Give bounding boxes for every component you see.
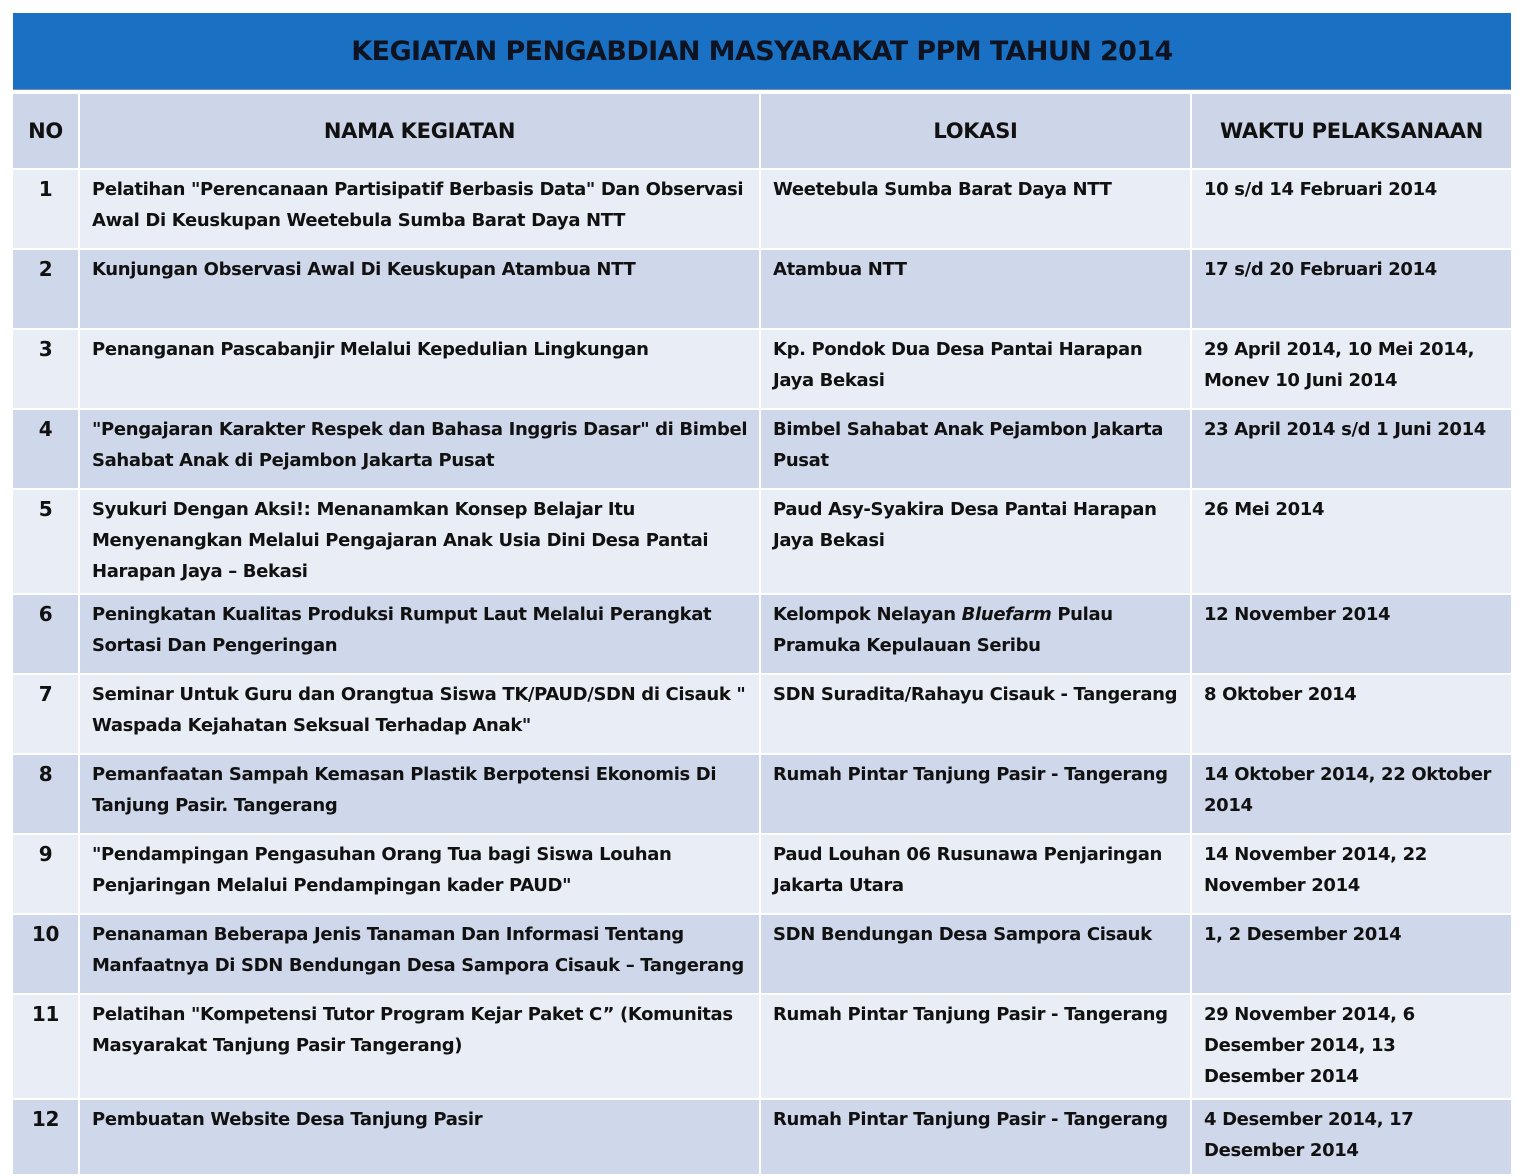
cell-nama-kegiatan: Kunjungan Observasi Awal Di Keuskupan Atambua NTT [80,250,761,330]
table-row [13,835,1511,915]
table-row [13,490,1511,595]
cell-no: 7 [13,675,80,755]
lokasi-text: Atambua NTT [773,259,907,280]
cell-lokasi [761,250,1192,330]
page-title: KEGIATAN PENGABDIAN MASYARAKAT PPM TAHUN 2014 [351,35,1173,67]
cell-no: 10 [13,915,80,995]
cell-no: 4 [13,410,80,490]
table-body [13,170,1511,1176]
cell-no: 5 [13,490,80,595]
cell-nama-kegiatan: Seminar Untuk Guru dan Orangtua Siswa TK/PAUD/SDN di Cisauk " Waspada Kejahatan Seksual Terhadap Anak" [80,675,761,755]
cell-waktu-pelaksanaan: 4 Desember 2014, 17 Desember 2014 [1192,1100,1511,1176]
lokasi-text: Bimbel Sahabat Anak Pejambon Jakarta Pusat [773,419,1164,471]
title-banner [13,13,1511,90]
cell-lokasi [761,410,1192,490]
cell-lokasi [761,835,1192,915]
cell-waktu-pelaksanaan: 14 November 2014, 22 November 2014 [1192,835,1511,915]
cell-lokasi [761,915,1192,995]
cell-no: 11 [13,995,80,1100]
cell-nama-kegiatan: Penanganan Pascabanjir Melalui Kepedulian Lingkungan [80,330,761,410]
cell-lokasi [761,1100,1192,1176]
cell-no: 9 [13,835,80,915]
cell-lokasi [761,595,1192,675]
cell-waktu-pelaksanaan: 12 November 2014 [1192,595,1511,675]
lokasi-text: Rumah Pintar Tanjung Pasir - Tangerang [773,764,1168,785]
cell-waktu-pelaksanaan: 10 s/d 14 Februari 2014 [1192,170,1511,250]
cell-lokasi [761,330,1192,410]
lokasi-text: Paud Louhan 06 Rusunawa Penjaringan Jakarta Utara [773,844,1163,896]
cell-nama-kegiatan: Pembuatan Website Desa Tanjung Pasir [80,1100,761,1176]
cell-nama-kegiatan: Syukuri Dengan Aksi!: Menanamkan Konsep Belajar Itu Menyenangkan Melalui Pengajaran Anak Usia Dini Desa Pantai Harapan Jaya – Bekasi [80,490,761,595]
lokasi-text: Weetebula Sumba Barat Daya NTT [773,179,1112,200]
activities-table [13,94,1511,1176]
header-waktu-pelaksanaan: WAKTU PELAKSANAAN [1192,94,1511,170]
cell-nama-kegiatan: Pelatihan "Kompetensi Tutor Program Kejar Paket C” (Komunitas Masyarakat Tanjung Pasir Tangerang) [80,995,761,1100]
cell-waktu-pelaksanaan: 8 Oktober 2014 [1192,675,1511,755]
table-row [13,915,1511,995]
cell-no: 2 [13,250,80,330]
lokasi-text: SDN Bendungan Desa Sampora Cisauk [773,924,1152,945]
lokasi-italic-text: Bluefarm [961,604,1052,625]
table-header [13,94,1511,170]
header-nama-kegiatan: NAMA KEGIATAN [80,94,761,170]
cell-waktu-pelaksanaan: 26 Mei 2014 [1192,490,1511,595]
lokasi-text: Kp. Pondok Dua Desa Pantai Harapan Jaya Bekasi [773,339,1143,391]
table-row [13,755,1511,835]
cell-nama-kegiatan: Penanaman Beberapa Jenis Tanaman Dan Informasi Tentang Manfaatnya Di SDN Bendungan Desa Sampora Cisauk – Tangerang [80,915,761,995]
table-row [13,995,1511,1100]
cell-no: 1 [13,170,80,250]
cell-waktu-pelaksanaan: 29 November 2014, 6 Desember 2014, 13 Desember 2014 [1192,995,1511,1100]
cell-waktu-pelaksanaan: 23 April 2014 s/d 1 Juni 2014 [1192,410,1511,490]
cell-nama-kegiatan: Peningkatan Kualitas Produksi Rumput Laut Melalui Perangkat Sortasi Dan Pengeringan [80,595,761,675]
cell-lokasi [761,675,1192,755]
lokasi-text: SDN Suradita/Rahayu Cisauk - Tangerang [773,684,1178,705]
lokasi-text: Rumah Pintar Tanjung Pasir - Tangerang [773,1004,1168,1025]
cell-nama-kegiatan: "Pengajaran Karakter Respek dan Bahasa Inggris Dasar" di Bimbel Sahabat Anak di Pejambon Jakarta Pusat [80,410,761,490]
cell-waktu-pelaksanaan: 29 April 2014, 10 Mei 2014, Monev 10 Juni 2014 [1192,330,1511,410]
table-row [13,250,1511,330]
lokasi-text: Rumah Pintar Tanjung Pasir - Tangerang [773,1109,1168,1130]
cell-waktu-pelaksanaan: 14 Oktober 2014, 22 Oktober 2014 [1192,755,1511,835]
header-lokasi: LOKASI [761,94,1192,170]
cell-nama-kegiatan: Pelatihan "Perencanaan Partisipatif Berbasis Data" Dan Observasi Awal Di Keuskupan Weetebula Sumba Barat Daya NTT [80,170,761,250]
cell-nama-kegiatan: "Pendampingan Pengasuhan Orang Tua bagi Siswa Louhan Penjaringan Melalui Pendampingan kader PAUD" [80,835,761,915]
cell-no: 8 [13,755,80,835]
cell-lokasi [761,995,1192,1100]
cell-no: 3 [13,330,80,410]
cell-lokasi [761,490,1192,595]
cell-lokasi [761,170,1192,250]
cell-no: 6 [13,595,80,675]
lokasi-text: Kelompok Nelayan [773,604,962,625]
lokasi-text-cont: Pulau Pramuka Kepulauan Seribu [773,604,1113,656]
table-row [13,1100,1511,1176]
cell-lokasi [761,755,1192,835]
table-row [13,330,1511,410]
header-row [13,94,1511,170]
header-no: NO [13,94,80,170]
cell-nama-kegiatan: Pemanfaatan Sampah Kemasan Plastik Berpotensi Ekonomis Di Tanjung Pasir. Tangerang [80,755,761,835]
table-row [13,675,1511,755]
table-row [13,170,1511,250]
cell-waktu-pelaksanaan: 17 s/d 20 Februari 2014 [1192,250,1511,330]
document [13,13,1511,1176]
lokasi-text: Paud Asy-Syakira Desa Pantai Harapan Jaya Bekasi [773,499,1157,551]
table-row [13,410,1511,490]
table-row [13,595,1511,675]
cell-waktu-pelaksanaan: 1, 2 Desember 2014 [1192,915,1511,995]
cell-no: 12 [13,1100,80,1176]
